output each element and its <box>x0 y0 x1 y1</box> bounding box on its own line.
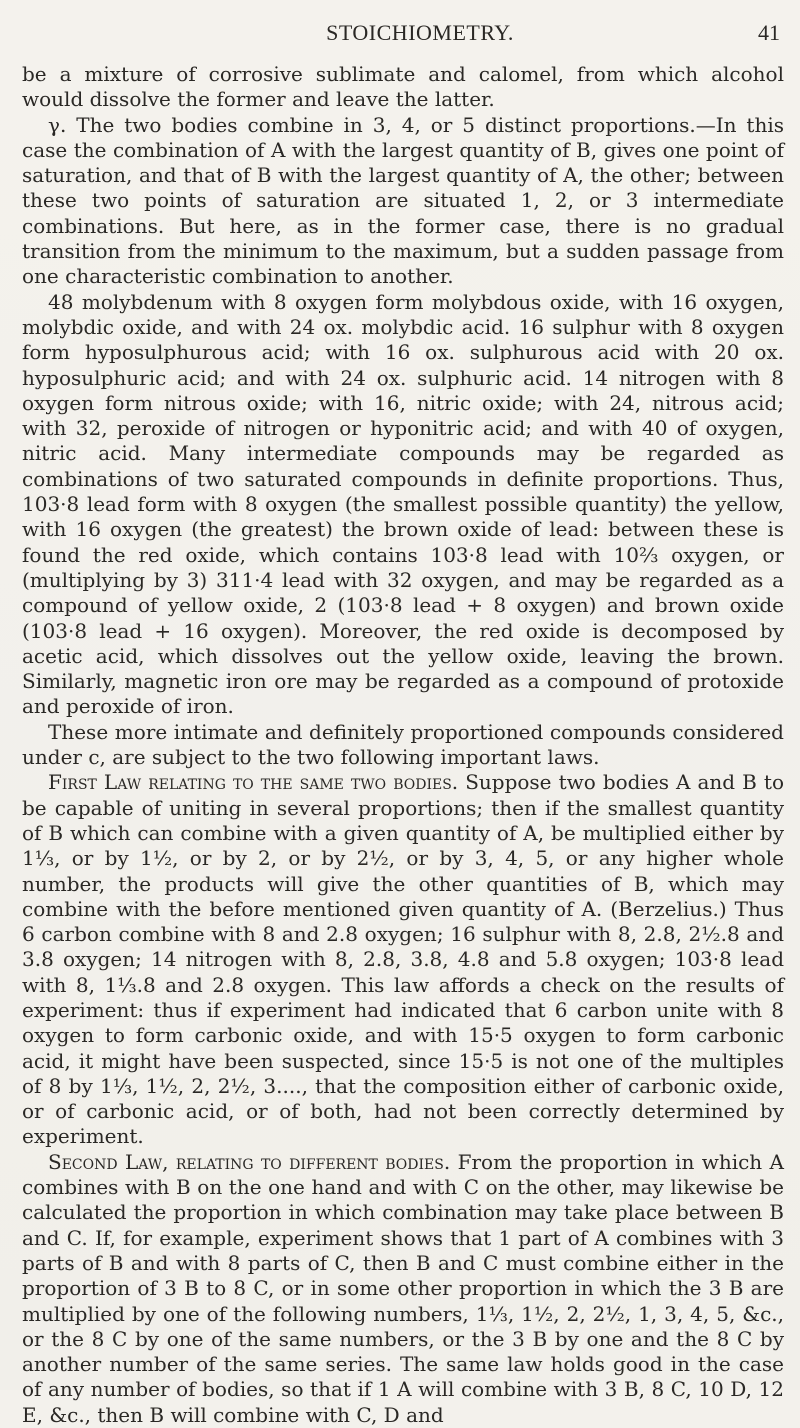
first-law-text: Suppose two bodies A and B to be capable of uniting in several proportions; then if the smallest quantity of B which can combine with a given quantity of A, be multiplied either by 1⅓, or by 1½, or by 2, or by 2½, or by 3, 4, 5, or any higher whole number, the products will give the other quantities of B, which may combine with the before mentioned given quantity of A. (Berzelius.) Thus 6 carbon combine with 8 and 2.8 oxygen; 16 sulphur with 8, 2.8, 2½.8 and 3.8 oxygen; 14 nitrogen with 8, 2.8, 3.8, 4.8 and 5.8 oxygen; 103·8 lead with 8, 1⅓.8 and 2.8 oxygen. This law affords a check on the results of experiment: thus if experiment had indicated that 6 carbon unite with 8 oxygen to form carbonic oxide, and with 15·5 oxygen to form carbonic acid, it might have been suspected, since 15·5 is not one of the multiples of 8 by 1⅓, 1½, 2, 2½, 3...., that the composition either of carbonic oxide, or of carbonic acid, or of both, had not been correctly determined by experiment. <box>22 770 784 1149</box>
second-law-heading: Second Law, relating to different bodies. <box>48 1149 451 1174</box>
paragraph-continuation: be a mixture of corrosive sublimate and calomel, from which alcohol would dissolve the former and leave the latter. <box>22 62 784 112</box>
page-number: 41 <box>758 20 780 45</box>
body-text <box>22 62 784 1428</box>
second-law-text: From the proportion in which A combines with B on the one hand and with C on the other, may likewise be calculated the proportion in which combination may take place between B and C. If, for example, experiment shows that 1 part of A combines with 3 parts of B and with 8 parts of C, then B and C must combine either in the proportion of 3 B to 8 C, or in some other proportion in which the 3 B are multiplied by one of the following numbers, 1⅓, 1½, 2, 2½, 1, 3, 4, 5, &c., or the 8 C by one of the same numbers, or the 3 B by one and the 8 C by another number of the same series. The same law holds good in the case of any number of bodies, so that if 1 A will combine with 3 B, 8 C, 10 D, 12 E, &c., then B will combine with C, D and <box>22 1149 784 1427</box>
running-title: STOICHIOMETRY. <box>326 20 514 45</box>
paragraph-laws-intro: These more intimate and definitely proportioned compounds considered under c, are subject to the two following important laws. <box>22 719 784 770</box>
paragraph-gamma: γ. The two bodies combine in 3, 4, or 5 distinct proportions.—In this case the combination of A with the largest quantity of B, gives one point of saturation, and that of B with the largest quantity of A, the other; between these two points of saturation are situated 1, 2, or 3 intermediate combinations. But here, as in the former case, there is no gradual transition from the minimum to the maximum, but a sudden passage from one characteristic combination to another. <box>22 112 784 289</box>
first-law-heading: First Law relating to the same two bodies. <box>48 770 459 795</box>
paragraph-second-law <box>22 1150 784 1428</box>
page-header <box>60 20 780 52</box>
paragraph-examples: 48 molybdenum with 8 oxygen form molybdous oxide, with 16 oxygen, molybdic oxide, and with 24 ox. molybdic acid. 16 sulphur with 8 oxygen form hyposulphurous acid; with 16 ox. sulphurous acid with 20 ox. hyposulphuric acid; and with 24 ox. sulphuric acid. 14 nitrogen with 8 oxygen form nitrous oxide; with 16, nitric oxide; with 24, nitrous acid; with 32, peroxide of nitrogen or hyponitric acid; and with 40 of oxygen, nitric acid. Many intermediate compounds may be regarded as combinations of two saturated compounds in definite proportions. Thus, 103·8 lead form with 8 oxygen (the smallest possible quantity) the yellow, with 16 oxygen (the greatest) the brown oxide of lead: between these is found the red oxide, which contains 103·8 lead with 10⅔ oxygen, or (multiplying by 3) 311·4 lead with 32 oxygen, and may be regarded as a compound of yellow oxide, 2 (103·8 lead + 8 oxygen) and brown oxide (103·8 lead + 16 oxygen). Moreover, the red oxide is decomposed by acetic acid, which dissolves out the yellow oxide, leaving the brown. Similarly, magnetic iron ore may be regarded as a compound of protoxide and peroxide of iron. <box>22 289 784 719</box>
paragraph-first-law <box>22 770 784 1149</box>
